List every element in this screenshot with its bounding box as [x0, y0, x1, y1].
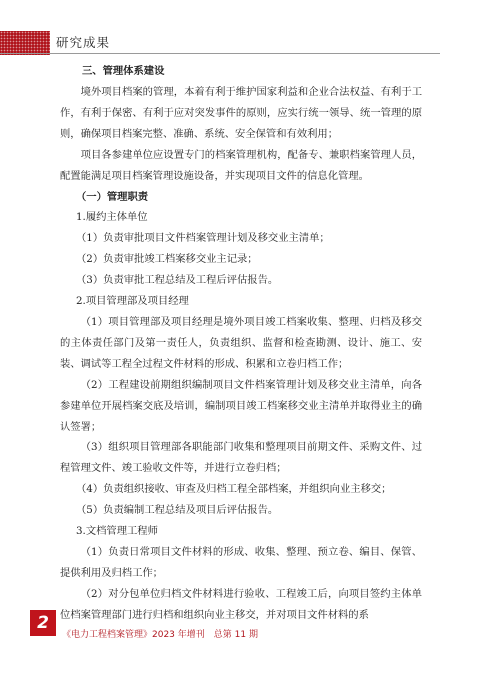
list-item: 3.文档管理工程师 — [76, 525, 158, 538]
paragraph: （1）负责日常项目文件材料的形成、收集、整理、预立卷、编目、保管、提供利用及归档工作； — [60, 545, 422, 579]
section-heading: 三、管理体系建设 — [82, 65, 165, 77]
page-number: 2 — [30, 610, 56, 636]
paragraph: （2）对分包单位归档文件材料进行验收、工程竣工后，向项目签约主体单位档案管理部门进行归档和组织向业主移交，并对项目文件材料的系 — [60, 587, 422, 621]
article-body — [60, 60, 422, 626]
subsection-heading: （一）管理职责 — [76, 190, 149, 203]
header-decoration — [0, 31, 50, 55]
paragraph: （3）组织项目管理部各职能部门收集和整理项目前期文件、采购文件、过程管理文件、竣工验收文件等，并进行立卷归档； — [60, 441, 422, 475]
list-item: （3）负责审批工程总结及工程后评估报告。 — [76, 274, 279, 287]
list-item: （2）负责审批竣工档案移交业主记录； — [76, 253, 258, 266]
list-item: （4）负责组织接收、审查及归档工程全部档案，并组织向业主移交； — [76, 483, 392, 496]
list-item: （5）负责编制工程总结及项目后评估报告。 — [76, 504, 279, 517]
paragraph: 项目各参建单位应设置专门的档案管理机构，配备专、兼职档案管理人员，配置能满足项目档案管理设施设备，并实现项目文件的信息化管理。 — [60, 148, 422, 182]
paragraph: 境外项目档案的管理，本着有利于维护国家利益和企业合法权益、有利于工作，有利于保密、有利于应对突发事件的原则，应实行统一领导、统一管理的原则，确保项目档案完整、准确、系统、安全保管和有效利用； — [60, 86, 422, 140]
journal-info: 《电力工程档案管理》2023 年增刊 总第 11 期 — [62, 630, 258, 640]
section-header-title: 研究成果 — [56, 35, 111, 50]
list-item: （1）负责审批项目文件档案管理计划及移交业主清单； — [76, 232, 330, 245]
list-item: 2.项目管理部及项目经理 — [76, 295, 189, 308]
header-divider — [0, 53, 440, 54]
paragraph: （1）项目管理部及项目经理是境外项目竣工档案收集、整理、归档及移交的主体责任部门及第一责任人，负责组织、监督和检查勘测、设计、施工、安装、调试等工程全过程文件材料的形成、积累和立卷归档工作； — [60, 315, 422, 370]
paragraph: （2）工程建设前期组织编制项目文件档案管理计划及移交业主清单，向各参建单位开展档案交底及培训，编制项目竣工档案移交业主清单并取得业主的确认签署； — [60, 378, 422, 433]
list-item: 1.履约主体单位 — [76, 211, 148, 224]
